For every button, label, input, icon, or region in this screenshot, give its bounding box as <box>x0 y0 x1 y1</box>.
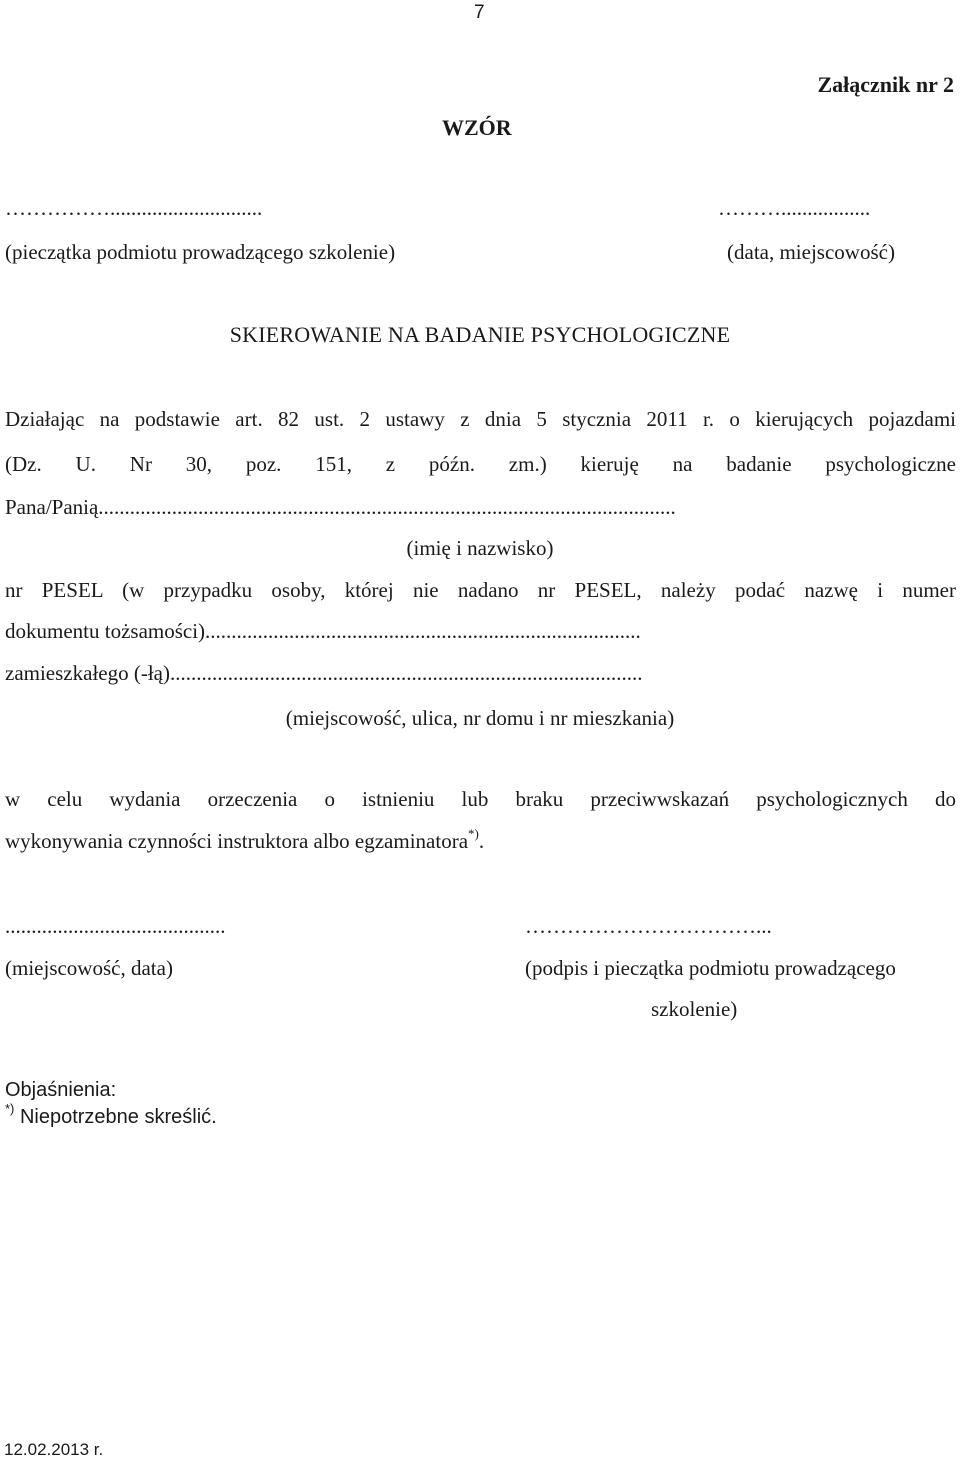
body-line-8 <box>5 826 485 854</box>
signature-left-caption: (miejscowość, data) <box>5 956 173 980</box>
notes-marker: *) <box>5 1101 15 1117</box>
header-left-dots: ……………............................. <box>5 196 263 220</box>
header-left-caption: (pieczątka podmiotu prowadzącego szkolenie) <box>5 240 396 264</box>
signature-right-dots: ……………………………... <box>525 914 772 938</box>
header-right-caption: (data, miejscowość) <box>727 240 895 264</box>
signature-right-caption-2: szkolenie) <box>651 997 738 1021</box>
template-label: WZÓR <box>442 115 512 140</box>
body-line-5: dokumentu tożsamości)................................................................................... <box>5 619 641 643</box>
body-line-8-text: wykonywania czynności instruktora albo egzaminatora <box>5 829 469 853</box>
address-caption: (miejscowość, ulica, nr domu i nr mieszkania) <box>285 706 675 730</box>
body-line-4: nr PESEL (w przypadku osoby, której nie nadano nr PESEL, należy podać nazwę i numer <box>5 578 956 602</box>
body-line-7: w celu wydania orzeczenia o istnieniu lub braku przeciwwskazań psychologicznych do <box>5 787 956 811</box>
footer-date: 12.02.2013 r. <box>4 1440 104 1459</box>
notes-heading: Objaśnienia: <box>5 1079 117 1101</box>
body-line-3: Pana/Panią.............................................................................................................. <box>5 495 676 519</box>
header-right-dots: ………................. <box>718 196 871 220</box>
signature-left-dots: .......................................... <box>5 914 226 938</box>
body-line-2: (Dz. U. Nr 30, poz. 151, z późn. zm.) kieruję na badanie psychologiczne <box>5 452 956 476</box>
notes-item <box>5 1101 217 1129</box>
signature-right-caption-1: (podpis i pieczątka podmiotu prowadzącego <box>525 956 896 980</box>
notes-text: Niepotrzebne skreślić. <box>14 1106 217 1128</box>
document-title: SKIEROWANIE NA BADANIE PSYCHOLOGICZNE <box>229 322 731 347</box>
page-number: 7 <box>474 2 485 23</box>
body-line-1: Działając na podstawie art. 82 ust. 2 ustawy z dnia 5 stycznia 2011 r. o kierujących pojazdami <box>5 407 956 431</box>
body-line-8-end: . <box>478 829 485 853</box>
annex-label: Załącznik nr 2 <box>817 72 954 97</box>
name-caption: (imię i nazwisko) <box>406 536 554 560</box>
footnote-marker: *) <box>468 826 479 841</box>
body-line-6: zamieszkałego (-łą).......................................................................................... <box>5 661 643 685</box>
